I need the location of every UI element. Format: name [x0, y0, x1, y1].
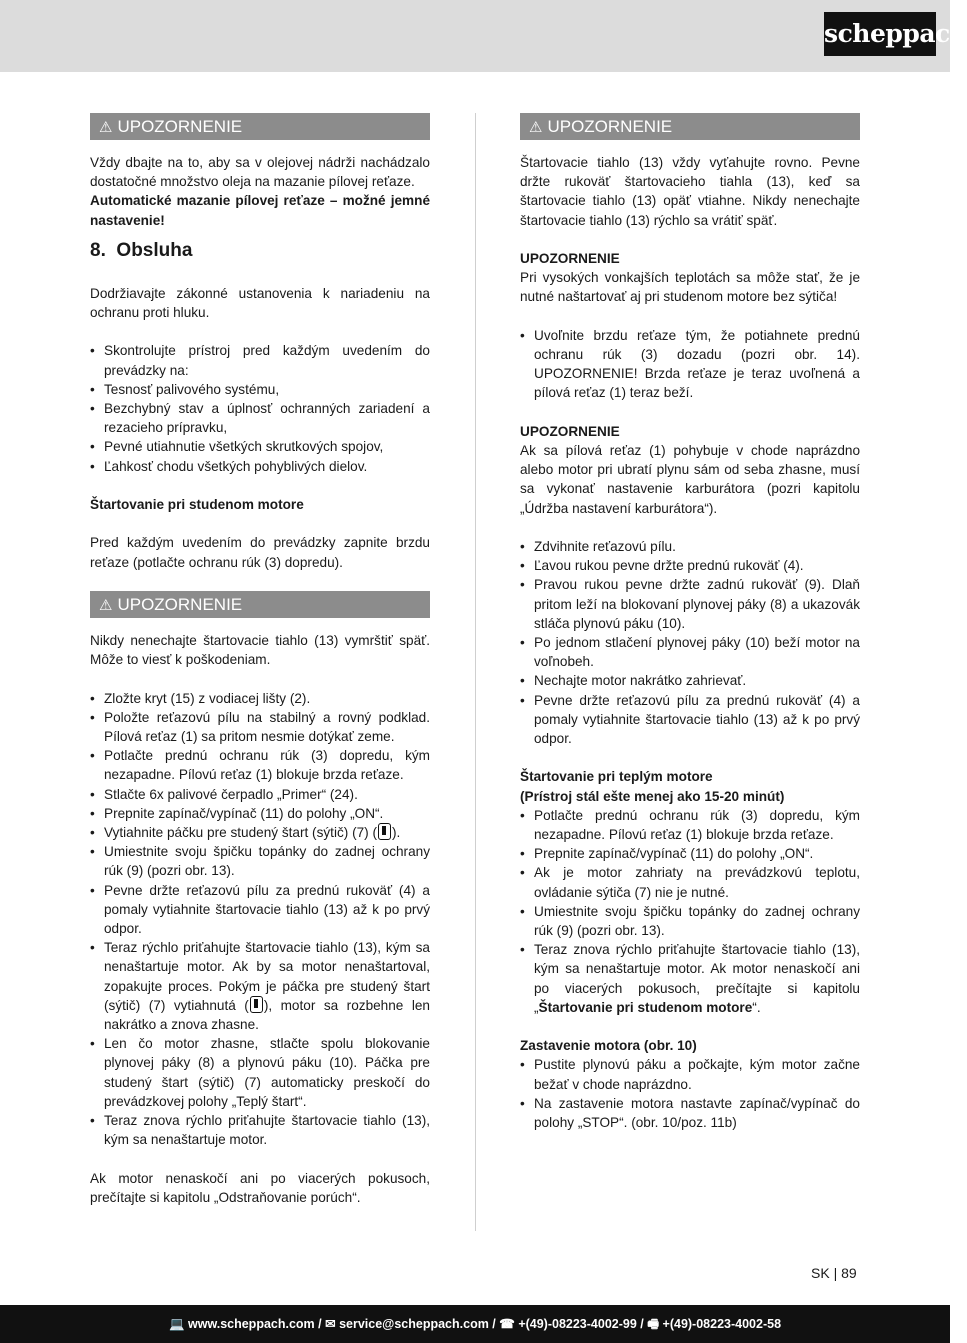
list-item: • Umiestnite svoju špičku topánky do zadnej ochrany rúk (9) (pozri obr. 13). [90, 842, 430, 880]
choke-icon [250, 996, 263, 1013]
warning-label: UPOZORNENIE [547, 117, 673, 136]
list-item: • Stlačte 6x palivové čerpadlo „Primer“ (24). [90, 785, 430, 804]
brand-logo: scheppach [824, 12, 936, 56]
phone-icon: ☎ [499, 1317, 515, 1331]
list-item: • Prepnite zapínač/vypínač (11) do polohy „ON“. [520, 844, 860, 863]
operation-steps [520, 537, 860, 748]
warning-banner [90, 113, 430, 140]
mail-icon: ✉ [325, 1317, 336, 1331]
fax-number: +(49)-08223-4002-58 [662, 1317, 782, 1331]
section-title: Obsluha [116, 239, 193, 261]
check-list [90, 341, 430, 475]
chain-brake-note: Pred každým uvedením do prevádzky zapnite brzdu reťaze (potlačte ochranu rúk (3) dopredu). [90, 535, 430, 570]
section-heading [90, 240, 430, 262]
list-item: • Prepnite zapínač/vypínač (11) do polohy „ON“. [90, 804, 430, 823]
warning-icon: ⚠ [99, 119, 113, 136]
note-title: UPOZORNENIE [520, 251, 620, 266]
warm-start-subheading: (Prístroj stál ešte menej ako 15-20 minút) [520, 788, 785, 804]
list-item: • Tesnosť palivového systému, [90, 380, 430, 399]
list-item: • Vytiahnite páčku pre studený štart (sýtič) (7) ( ). [90, 823, 430, 842]
page-number: SK | 89 [811, 1265, 857, 1281]
list-item: • Bezchybný stav a úplnosť ochranných zariadení a rezacieho prípravku, [90, 399, 430, 437]
list-item: • Uvoľnite brzdu reťaze tým, že potiahnete prednú ochranu rúk (3) dozadu (pozri obr. 14). UPOZORNENIE! Brzda reťaze je teraz uvoľnená a pílová reťaz (1) teraz beží. [520, 326, 860, 403]
list-item: • Zložte kryt (15) z vodiacej lišty (2). [90, 689, 430, 708]
warning-label: UPOZORNENIE [117, 595, 243, 614]
carburetor-note: Ak sa pílová reťaz (1) pohybuje v chode naprázdno alebo motor pri ubratí plynu sám od seba zhasne, musí sa vykonať nastavenie karburátora (pozri kapitolu „Údržba nastavení karburátora“). [520, 443, 860, 516]
list-item: • Pevné utiahnutie všetkých skrutkových spojov, [90, 437, 430, 456]
warm-start-heading: Štartovanie pri teplým motore [520, 769, 713, 785]
oil-note-bold: Automatické mazanie pílovej reťaze – možné jemné nastavenie! [90, 193, 430, 228]
stop-heading: Zastavenie motora (obr. 10) [520, 1038, 697, 1054]
right-column [520, 113, 860, 1132]
page-footer: 💻 www.scheppach.com / ✉ service@scheppach.com / ☎ +(49)-08223-4002-99 / 🖷 +(49)-08223-4002-58 [0, 1305, 950, 1343]
warning-icon: ⚠ [529, 119, 543, 136]
warning-label: UPOZORNENIE [117, 117, 243, 136]
starter-note: Nikdy nenechajte štartovacie tiahlo (13) vymrštiť späť. Môže to viesť k poškodeniam. [90, 633, 430, 668]
list-item: • Skontrolujte prístroj pred každým uvedením do prevádzky na: [90, 341, 430, 379]
list-item: • Ľavou rukou pevne držte prednú rukoväť (4). [520, 556, 860, 575]
list-item: • Pevne držte reťazovú pílu za prednú rukoväť (4) a pomaly vytiahnite štartovacie tiahlo (13) až k po prvý odpor. [520, 691, 860, 749]
list-item: • Nechajte motor nakrátko zahrievať. [520, 671, 860, 690]
choke-icon [378, 823, 391, 840]
list-item: • Ak je motor zahriaty na prevádzkovú teplotu, ovládanie sýtiča (7) nie je nutné. [520, 863, 860, 901]
hot-weather-note: Pri vysokých vonkajších teplotách sa môže stať, že je nutné naštartovať aj pri studenom motore bez sýtiča! [520, 270, 860, 305]
warm-start-steps [520, 806, 860, 1017]
email-link[interactable]: service@scheppach.com [339, 1317, 489, 1331]
list-item: • Zdvihnite reťazovú pílu. [520, 537, 860, 556]
list-item: • Potlačte prednú ochranu rúk (3) dopredu, kým nezapadne. Pílovú reťaz (1) blokuje brzda reťaze. [90, 746, 430, 784]
noise-note: Dodržiavajte zákonné ustanovenia k nariadeniu na ochranu proti hluku. [90, 285, 430, 321]
list-item: • Potlačte prednú ochranu rúk (3) dopredu, kým nezapadne. Pílovú reťaz (1) blokuje brzda reťaze. [520, 806, 860, 844]
list-item: • Teraz znova rýchlo priťahujte štartovacie tiahlo (13), kým sa nenaštartuje motor. Ak motor nenaskočí ani po viacerých pokusoch, prečítajte si kapitolu „Štartovanie pri studenom motore“. [520, 940, 860, 1017]
troubleshoot-note: Ak motor nenaskočí ani po viacerých pokusoch, prečítajte si kapitolu „Odstraňovanie porúch“. [90, 1170, 430, 1205]
fax-icon: 🖷 [647, 1317, 660, 1331]
list-item: • Na zastavenie motora nastavte zapínač/vypínač do polohy „STOP“. (obr. 10/poz. 11b) [520, 1094, 860, 1132]
website-link[interactable]: www.scheppach.com [188, 1317, 315, 1331]
list-item: • Pravou rukou pevne držte zadnú rukoväť (9). Dlaň pritom leží na blokovaní plynovej páky (8) a ukazovák stláča plynovú páku (10). [520, 575, 860, 633]
list-item: • Teraz znova rýchlo priťahujte štartovacie tiahlo (13), kým sa nenaštartuje motor. [90, 1111, 430, 1149]
oil-note: Vždy dbajte na to, aby sa v olejovej nádrži nachádzalo dostatočné množstvo oleja na mazanie pílovej reťaze. [90, 155, 430, 190]
left-column [90, 113, 430, 1207]
list-item: • Ľahkosť chodu všetkých pohyblivých dielov. [90, 457, 430, 476]
list-item: • Pevne držte reťazovú pílu za prednú rukoväť (4) a pomaly vytiahnite štartovacie tiahlo (13) až k po prvý odpor. [90, 881, 430, 939]
warning-icon: ⚠ [99, 597, 113, 614]
cold-start-steps [90, 689, 430, 1150]
starter-pull-note: Štartovacie tiahlo (13) vždy vyťahujte rovno. Pevne držte rukoväť štartovacieho tiahla (13), keď sa štartovacie tiahlo (13) opäť vtiahne. Nikdy nenechajte štartovacie tiahlo (13) rýchlo sa vrátiť späť. [520, 155, 860, 228]
list-item: • Položte reťazovú pílu na stabilný a rovný podklad. Pílová reťaz (1) sa pritom nesmie dotýkať zeme. [90, 708, 430, 746]
stop-steps [520, 1055, 860, 1132]
warning-banner [90, 591, 430, 618]
phone-number: +(49)-08223-4002-99 [518, 1317, 637, 1331]
warning-banner [520, 113, 860, 140]
section-number: 8. [90, 239, 106, 261]
column-divider [475, 113, 476, 1231]
page-header [0, 0, 967, 72]
list-item: • Pustite plynovú páku a počkajte, kým motor začne bežať v chode naprázdno. [520, 1055, 860, 1093]
list-item: • Len čo motor zhasne, stlačte spolu blokovanie plynovej páky (8) a plynovú páku (10). Páčka pre studený štart (sýtič) (7) automaticky preskočí do prevádzkovej polohy „Teplý štart“. [90, 1034, 430, 1111]
list-item: • Umiestnite svoju špičku topánky do zadnej ochrany rúk (9) (pozri obr. 13). [520, 902, 860, 940]
list-item: • Teraz rýchlo priťahujte štartovacie tiahlo (13), kým sa nenaštartuje motor. Ak by sa motor nenaštartoval, zopakujte proces. Pokým je páčka pre studený štart (sýtič) (7) vytiahnutá ( ), motor sa rozbehne len nakrátko a znova zhasne. [90, 938, 430, 1034]
list-item: • Po jednom stlačení plynovej páky (10) beží motor na voľnobeh. [520, 633, 860, 671]
note-title: UPOZORNENIE [520, 423, 620, 439]
computer-icon: 💻 [168, 1317, 185, 1331]
brake-release-list [520, 326, 860, 403]
cold-start-heading: Štartovanie pri studenom motore [90, 497, 304, 513]
